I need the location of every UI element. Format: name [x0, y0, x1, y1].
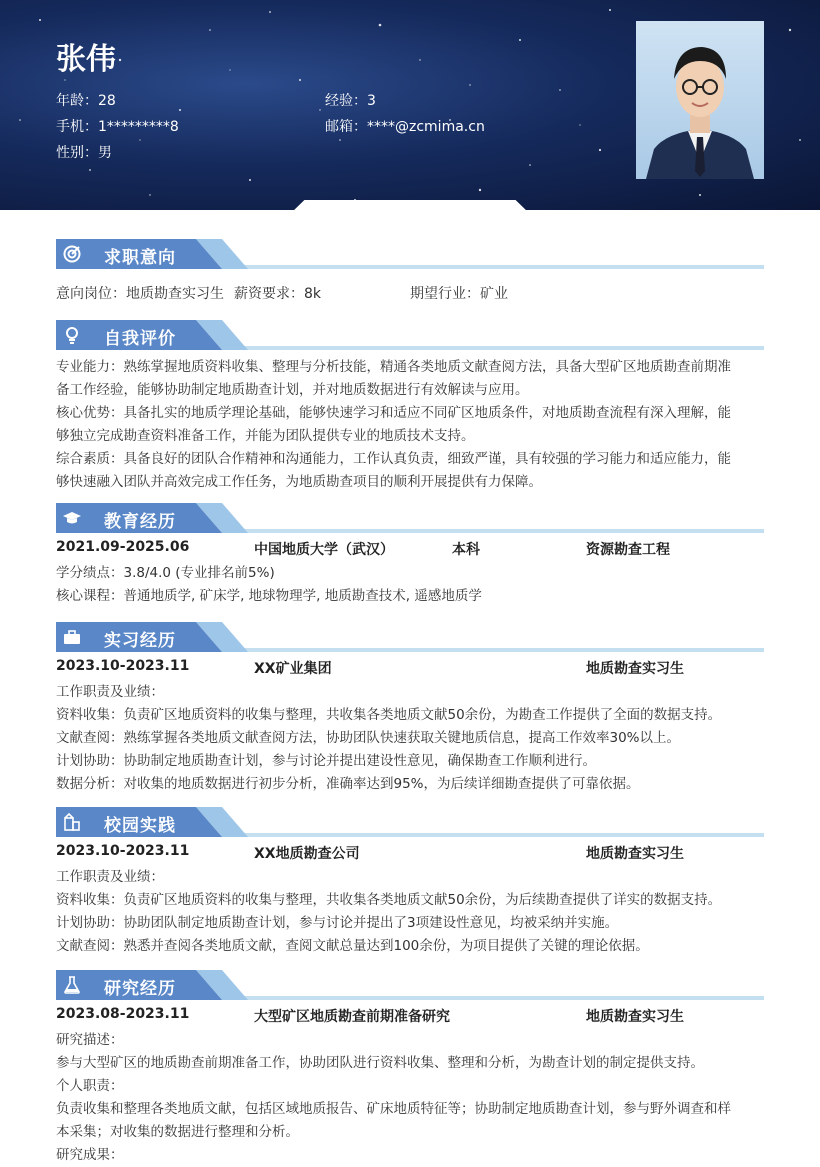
phone-field: [56, 116, 179, 136]
text-line: 个人职责：: [56, 1078, 124, 1094]
text-line: 文献查阅：熟练掌握各类地质文献查阅方法，协助团队快速获取关键地质信息，提高工作效率30%以上。: [56, 730, 681, 746]
portrait-photo: [636, 21, 764, 179]
section-header: [56, 239, 764, 271]
text-line: 专业能力：熟练掌握地质资料收集、整理与分析技能，精通各类地质文献查阅方法，具备大型矿区地质勘查前期准: [56, 359, 731, 375]
briefcase-icon: [62, 627, 82, 647]
text-line: 计划协助：协助团队制定地质勘查计划，参与讨论并提出了3项建设性意见，均被采纳并实施。: [56, 915, 619, 931]
experience-value: 3: [367, 93, 376, 109]
text-line: 本采集；对收集的数据进行整理和分析。: [56, 1124, 299, 1140]
text-line: 参与大型矿区的地质勘查前期准备工作，协助团队进行资料收集、整理和分析，为勘查计划的制定提供支持。: [56, 1055, 704, 1071]
education-major: 资源勘查工程: [586, 542, 670, 558]
text-line: 负责收集和整理各类地质文献，包括区域地质报告、矿床地质特征等；协助制定地质勘查计划，参与野外调查和样: [56, 1101, 731, 1117]
intent-salary: 薪资要求：8k: [234, 286, 322, 302]
age-value: 28: [98, 93, 116, 109]
research-role: 地质勘查实习生: [586, 1009, 684, 1025]
section-internship: [56, 622, 764, 796]
candidate-name: 张伟: [56, 42, 116, 77]
education-date: 2021.09-2025.06: [56, 539, 190, 555]
section-title: 实习经历: [104, 631, 176, 651]
intent-position: 意向岗位：地质勘查实习生: [56, 286, 224, 302]
campus-date: 2023.10-2023.11: [56, 843, 190, 859]
text-line: 备工作经验，能够协助制定地质勘查计划，并对地质数据进行有效解读与应用。: [56, 382, 529, 398]
text-line: 学分绩点：3.8/4.0 (专业排名前5%): [56, 565, 275, 581]
text-line: 工作职责及业绩：: [56, 684, 164, 700]
section-title: 校园实践: [104, 816, 176, 836]
experience-field: [325, 90, 376, 110]
section-research: [56, 970, 764, 1167]
section-header: [56, 320, 764, 352]
campus-role: 地质勘查实习生: [586, 846, 684, 862]
text-line: 文献查阅：熟悉并查阅各类地质文献，查阅文献总量达到100余份，为项目提供了关键的理论依据。: [56, 938, 649, 954]
phone-label: 手机：: [56, 119, 98, 135]
internship-role: 地质勘查实习生: [586, 661, 684, 677]
section-header: [56, 970, 764, 1002]
email-label: 邮箱：: [325, 119, 367, 135]
internship-org: XX矿业集团: [254, 661, 332, 677]
avatar: [636, 21, 764, 179]
text-line: 工作职责及业绩：: [56, 869, 164, 885]
research-project: 大型矿区地质勘查前期准备研究: [254, 1009, 450, 1025]
age-label: 年龄：: [56, 93, 98, 109]
section-self-evaluation: [56, 320, 764, 494]
text-line: 综合素质：具备良好的团队合作精神和沟通能力，工作认真负责，细致严谨，具有较强的学习能力和适应能力，能: [56, 451, 731, 467]
education-school: 中国地质大学（武汉）: [254, 542, 394, 558]
text-line: 研究描述：: [56, 1032, 124, 1048]
email-value: ****@zcmima.cn: [367, 119, 485, 135]
text-line: 数据分析：对收集的地质数据进行初步分析，准确率达到95%，为后续详细勘查提供了可靠依据。: [56, 776, 640, 792]
text-line: 够快速融入团队并高效完成工作任务，为地质勘查项目的顺利开展提供有力保障。: [56, 474, 542, 490]
text-line: 资料收集：负责矿区地质资料的收集与整理，共收集各类地质文献50余份，为后续勘查提供了详实的数据支持。: [56, 892, 722, 908]
resume-header: [0, 0, 820, 210]
research-date: 2023.08-2023.11: [56, 1006, 190, 1022]
section-header: [56, 503, 764, 535]
gender-value: 男: [98, 145, 112, 161]
gender-field: [56, 142, 112, 162]
education-row: [56, 539, 764, 562]
self-evaluation-text: [56, 356, 764, 494]
section-title: 求职意向: [104, 248, 176, 268]
section-education: [56, 503, 764, 608]
internship-row: [56, 658, 764, 681]
campus-row: [56, 843, 764, 866]
section-campus-practice: [56, 807, 764, 958]
gender-label: 性别：: [56, 145, 98, 161]
experience-label: 经验：: [325, 93, 367, 109]
header-tab-notch: [290, 200, 530, 210]
phone-value: 1*********8: [98, 119, 179, 135]
text-line: 研究成果：: [56, 1147, 124, 1163]
text-line: 核心课程：普通地质学, 矿床学, 地球物理学, 地质勘查技术, 遥感地质学: [56, 588, 482, 604]
intent-row: [56, 283, 764, 306]
intent-industry: 期望行业：矿业: [410, 286, 508, 302]
section-title: 教育经历: [104, 512, 176, 532]
graduation-cap-icon: [62, 508, 82, 528]
section-title: 研究经历: [104, 979, 176, 999]
lightbulb-icon: [62, 325, 82, 345]
internship-date: 2023.10-2023.11: [56, 658, 190, 674]
target-icon: [62, 244, 82, 264]
education-degree: 本科: [452, 542, 480, 558]
age-field: [56, 90, 116, 110]
text-line: 计划协助：协助制定地质勘查计划，参与讨论并提出建设性意见，确保勘查工作顺利进行。: [56, 753, 596, 769]
section-job-intent: [56, 239, 764, 306]
section-header: [56, 807, 764, 839]
text-line: 够独立完成勘查资料准备工作，并能为团队提供专业的地质技术支持。: [56, 428, 475, 444]
text-line: 核心优势：具备扎实的地质学理论基础，能够快速学习和适应不同矿区地质条件，对地质勘查流程有深入理解，能: [56, 405, 731, 421]
flask-icon: [62, 975, 82, 995]
section-header: [56, 622, 764, 654]
email-field: [325, 116, 485, 136]
section-title: 自我评价: [104, 329, 176, 349]
building-icon: [62, 812, 82, 832]
campus-org: XX地质勘查公司: [254, 846, 360, 862]
text-line: 资料收集：负责矿区地质资料的收集与整理，共收集各类地质文献50余份，为勘查工作提供了全面的数据支持。: [56, 707, 722, 723]
research-row: [56, 1006, 764, 1029]
